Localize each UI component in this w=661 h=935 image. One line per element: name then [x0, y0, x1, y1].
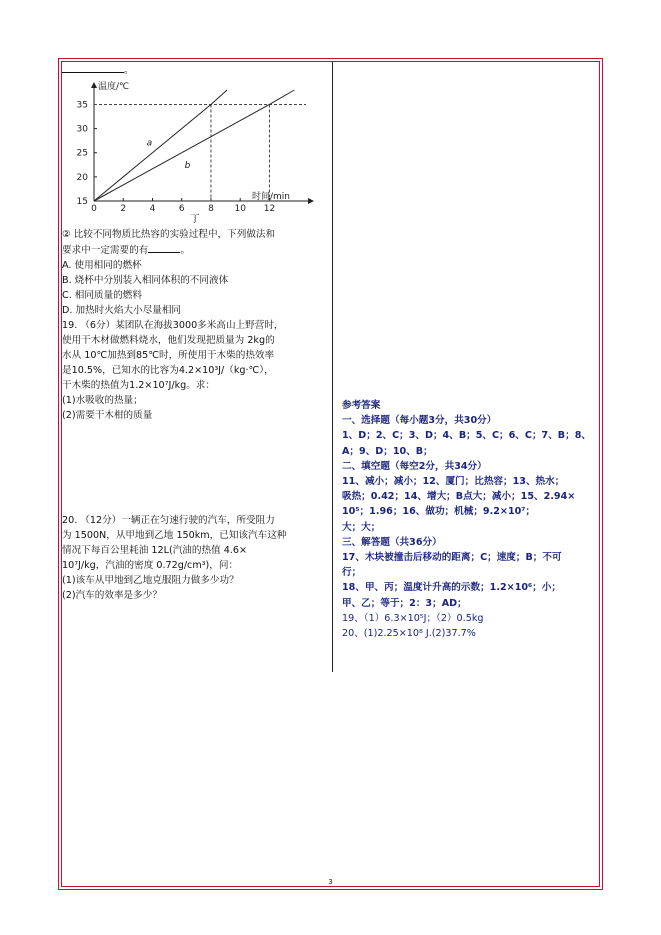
x-tick-label: 0: [91, 204, 97, 214]
q2-option-1: A. 使用相同的燃杯: [62, 260, 142, 271]
x-axis-arrow: [308, 198, 314, 204]
q20-line-4: 10⁷J/kg，汽油的密度 0.72g/cm³)，问：: [62, 560, 239, 571]
q19-line-6: (1)水吸收的热量；: [62, 395, 143, 406]
series-line-b: [94, 90, 294, 201]
y-tick-label: 30: [76, 124, 88, 135]
q20-line-2: 为 1500N，从甲地到乙地 150km，已知该汽车这种: [62, 530, 287, 541]
series-label-b: b: [184, 161, 191, 172]
answer-blank-line: 。: [62, 62, 328, 78]
y-axis-arrow: [91, 82, 97, 88]
y-tick-label: 25: [76, 148, 88, 159]
answer-line-4: 二、填空题（每空2分，共34分）: [342, 460, 487, 472]
answer-key: [342, 398, 600, 641]
q20-line-1: 20. （12分）一辆正在匀速行驶的汽车，所受阻力: [62, 515, 275, 526]
temperature-time-chart: [62, 78, 328, 218]
q20-line-6: (2)汽车的效率是多少？: [62, 590, 162, 601]
answer-line-10: 17、木块被撞击后移动的距离；C；速度；B；不可: [342, 552, 562, 564]
answer-line-1: 一、选择题（每小题3分，共30分）: [342, 415, 497, 427]
q20-line-5: (1)该车从甲地到乙地克服阻力做多少功？: [62, 575, 239, 586]
q2-stem-line2: 要求中一定需要的有 。: [62, 242, 328, 258]
q2-option-3: C. 相同质量的燃料: [62, 290, 142, 301]
answer-blank: [62, 62, 124, 73]
q2-stem-line1: ② 比较不同物质比热容的实验过程中，下列做法和: [62, 229, 276, 240]
question-19: [62, 318, 328, 423]
q19-line-3: 水从 10℃加热到85℃时，所使用干木柴的热效率: [62, 350, 275, 361]
answer-space: [62, 423, 328, 513]
answer-key-title: 参考答案: [342, 400, 381, 411]
series-line-a: [94, 90, 227, 201]
y-axis-label: 温度/℃: [98, 82, 130, 92]
column-divider: [332, 62, 333, 672]
q20-line-3: 情况下每百公里耗油 12L(汽油的热值 4.6×: [62, 545, 248, 556]
q2-option-4: D. 加热时火焰大小尽量相同: [62, 305, 182, 316]
left-column: [62, 62, 328, 603]
q19-line-2: 使用干木材做燃料烧水，他们发现把质量为 2kg的: [62, 335, 275, 346]
y-tick-label: 35: [76, 100, 88, 111]
answer-line-5: 11、减小；减小；12、厦门；比热容；13、热水；: [342, 476, 565, 488]
answer-blank: [148, 242, 180, 253]
q19-line-5: 干木柴的热值为1.2×10⁷J/kg。求：: [62, 380, 215, 391]
answer-line-8: 大；大；: [342, 521, 381, 533]
answer-line-9: 三、解答题（共36分）: [342, 536, 442, 548]
answer-line-14: 19、（1）6.3×10⁵J；（2）0.5kg: [342, 612, 484, 624]
chart-caption: 丁: [190, 214, 200, 225]
answer-line-20: 20、(1)2.25×10⁸ J.(2)37.7%: [342, 628, 476, 640]
answer-line-11: 行；: [342, 567, 362, 579]
q19-line-1: 19. （6分）某团队在海拔3000多米高山上野营时，: [62, 320, 284, 331]
x-tick-label: 12: [263, 204, 276, 214]
x-tick-label: 10: [234, 204, 246, 214]
x-tick-label: 6: [178, 204, 185, 214]
x-tick-label: 8: [208, 204, 214, 214]
q19-line-4: 是10.5%，已知水的比容为4.2×10³J/（kg·℃），: [62, 365, 274, 376]
q19-line-7: (2)需要干木柑的质量: [62, 410, 153, 421]
answer-line-12: 18、甲、丙；温度计升高的示数；1.2×10⁶；小；: [342, 582, 562, 594]
page-number: 3: [328, 878, 333, 886]
x-tick-label: 2: [120, 204, 127, 214]
answer-line-3: A；9、D；10、B；: [342, 445, 433, 457]
question-20: [62, 513, 328, 603]
x-tick-label: 4: [149, 204, 156, 214]
q2-options: [62, 258, 328, 318]
answer-line-13: 甲、乙；等于；2：3；AD；: [342, 597, 467, 609]
answer-line-7: 10⁵；1.96；16、做功；机械；9.2×10⁷；: [342, 506, 536, 518]
q2-option-2: B. 烧杯中分别装入相同体积的不同液体: [62, 275, 229, 286]
x-axis-label: 时间/min: [252, 192, 291, 202]
y-tick-label: 20: [76, 172, 88, 183]
y-tick-label: 15: [76, 197, 88, 207]
answer-line-6: 吸热；0.42；14、增大；B点大；减小；15、2.94×: [342, 491, 576, 503]
series-label-a: a: [146, 138, 153, 149]
answer-line-2: 1、D；2、C；3、D；4、B；5、C；6、C；7、B；8、: [342, 430, 591, 442]
